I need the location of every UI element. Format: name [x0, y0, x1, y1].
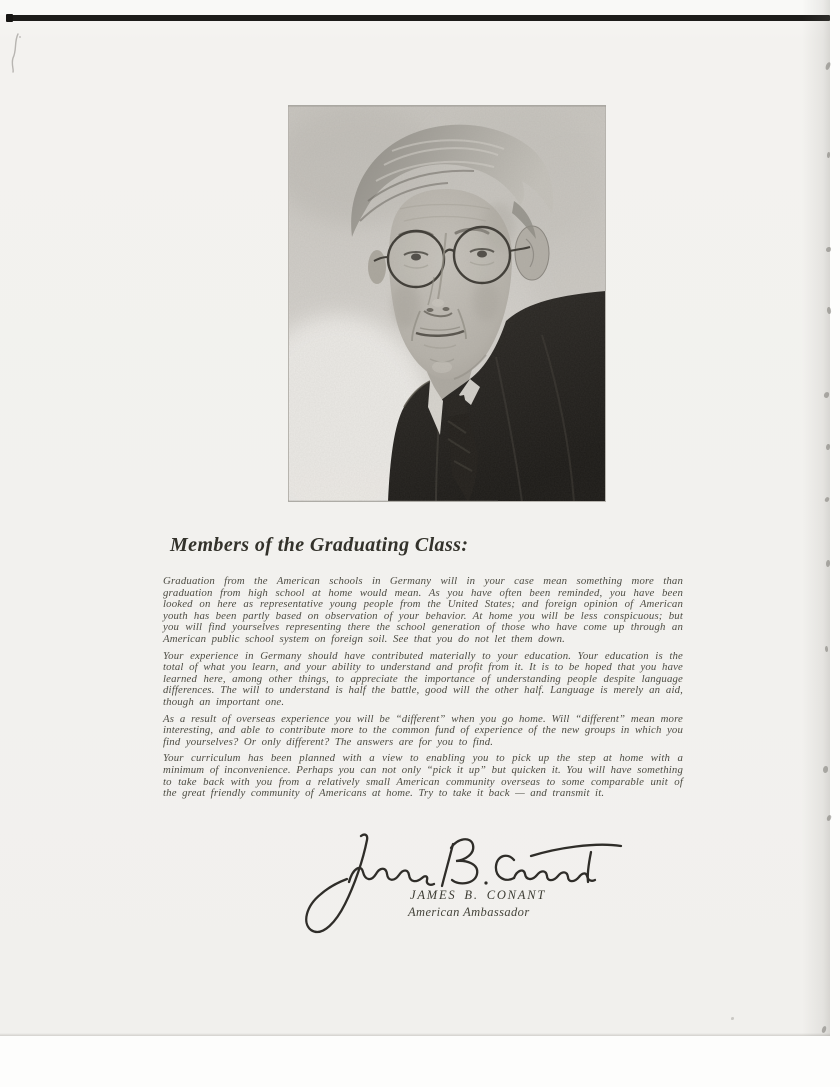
page-bottom-edge — [0, 1033, 830, 1036]
top-rule-bar — [6, 15, 830, 21]
signature-name: JAMES B. CONANT — [410, 888, 547, 902]
page-edge-shading — [802, 0, 830, 1036]
page-top-strip — [0, 0, 830, 15]
letter-heading: Members of the Graduating Class: — [170, 534, 469, 556]
edge-speck — [825, 62, 831, 71]
ink-smudge — [8, 30, 26, 74]
letter-paragraph-3: As a result of overseas experience you will be “different” when you go home. Will “different” mean more interesting, and able to contribute more to the common fund of experience of the new groups in which you find yourselves? Or only different? The answers are for you to find. — [163, 712, 683, 748]
letter-paragraph-4: Your curriculum has been planned with a view to enabling you to pick up the step at home with a minimum of inconvenience. Perhaps you can not only “pick it up” but quicken it. You will have something to take back with you from a relatively small American community overseas to some comparable unit of the great friendly community of Americans at home. Try to take it back — and transmit it. — [163, 752, 683, 800]
portrait-illustration — [288, 105, 606, 502]
signature-title: American Ambassador — [408, 905, 530, 919]
top-rule-bar-end — [6, 14, 13, 22]
signature-script — [295, 826, 625, 944]
edge-speck — [826, 307, 832, 315]
letter-body — [163, 576, 683, 805]
letter-paragraph-1: Graduation from the American schools in Germany will in your case mean something more than graduation from high school at home would mean. As you have often been reminded, you have been looked on here as representative young people from the United States; and foreign opinion of American youth has been partly based on observation of your behavior. At home you will be less conspicuous; but you will find yourselves representing there the school generation of those who have come up through an American public school system on foreign soil. See that you do not let them down. — [163, 575, 683, 645]
edge-speck — [826, 815, 831, 822]
letter-paragraph-2: Your experience in Germany should have contributed materially to your education. Your education is the total of what you learn, and your ability to understand and profit from it. It is to be hoped that you have learned here, among other things, to appreciate the importance of understanding people despite language differences. The will to understand is half the battle, good will the other half. Language is merely an aid, though an important one. — [163, 649, 683, 708]
edge-speck — [826, 247, 831, 252]
portrait-photo — [288, 105, 606, 502]
